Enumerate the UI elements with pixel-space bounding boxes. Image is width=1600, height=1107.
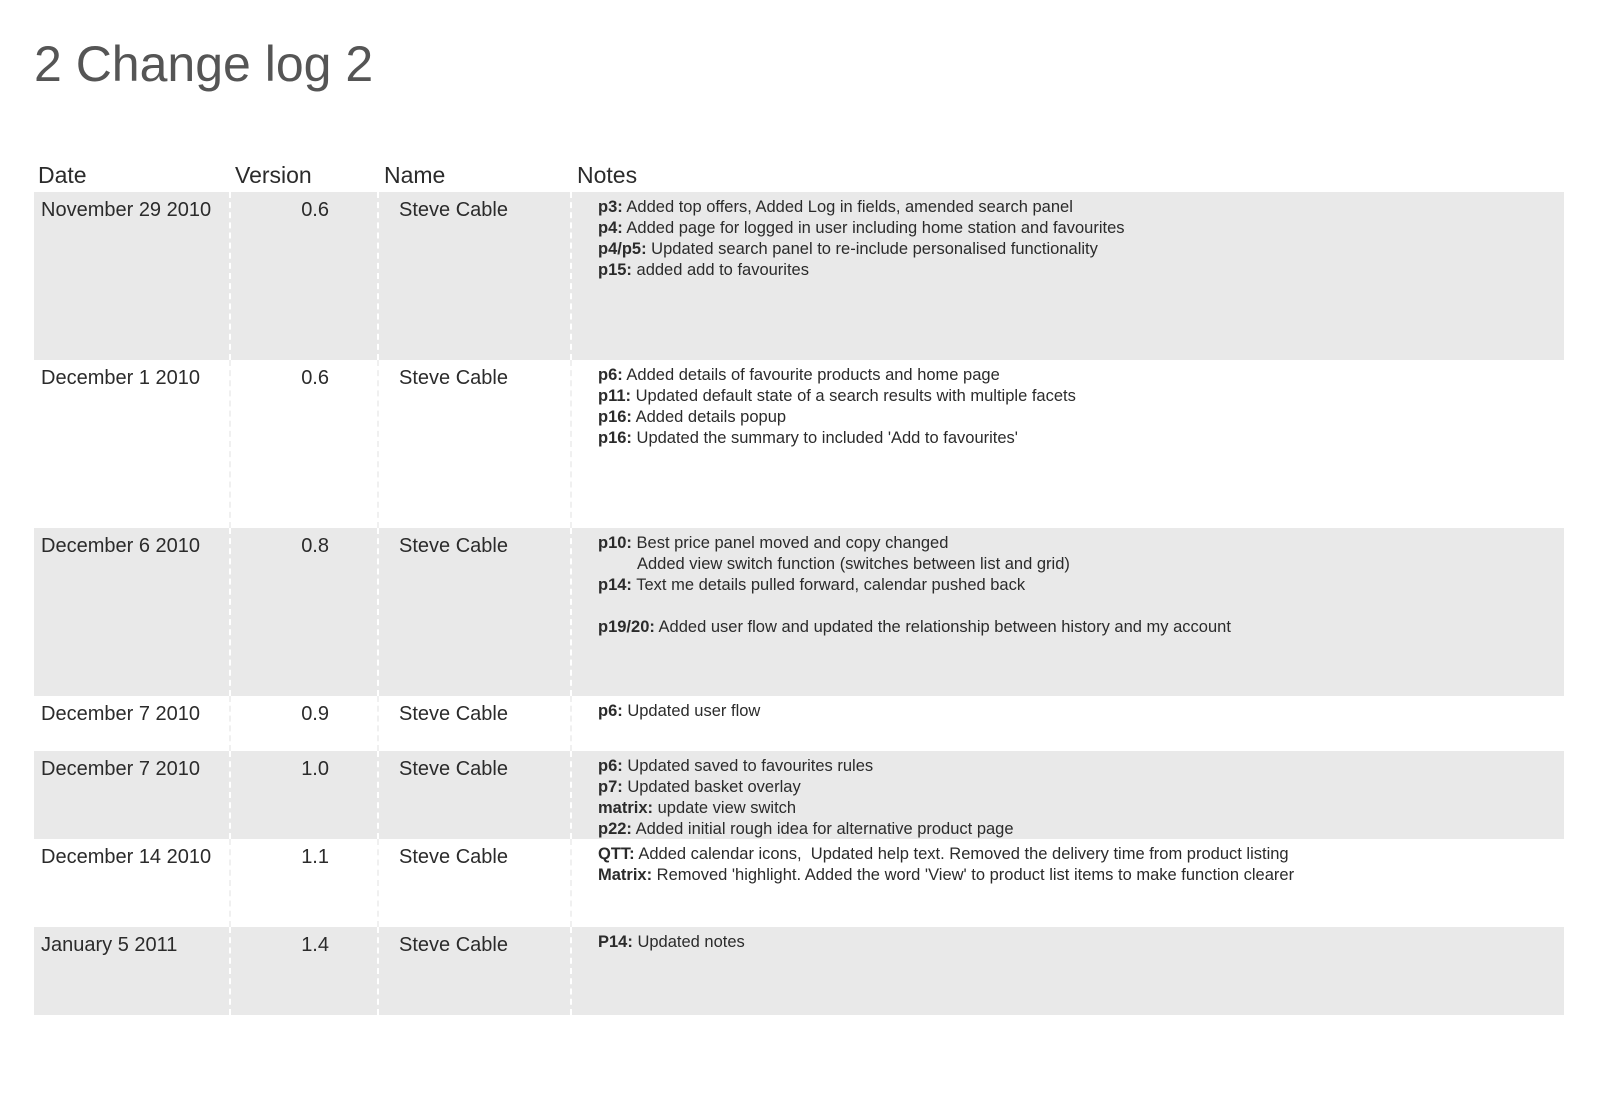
row-version: 0.6 [231,360,379,528]
row-notes [572,192,1564,360]
row-name: Steve Cable [379,751,572,839]
table-row [34,192,1564,360]
note-text: Updated basket overlay [622,778,801,796]
note-line [598,197,1564,218]
note-text: Updated search panel to re-include personalised functionality [646,240,1098,258]
row-notes [572,839,1564,927]
row-version: 1.0 [231,751,379,839]
note-text: update view switch [653,799,797,817]
note-page-ref: p10: [598,534,632,552]
note-line [598,239,1564,260]
note-page-ref: p6: [598,757,623,775]
note-page-ref: p4/p5: [598,240,647,258]
note-line [598,798,1564,819]
note-text: added add to favourites [631,261,809,279]
table-row [34,751,1564,839]
note-text: Added details of favourite products and home page [622,366,1000,384]
note-page-ref: p22: [598,820,632,838]
note-line [598,260,1564,281]
note-line [598,575,1564,596]
table-row [34,839,1564,927]
note-line [598,617,1564,638]
note-line [598,932,1564,953]
note-text: Updated the summary to included 'Add to favourites' [631,429,1018,447]
header-version: Version [235,162,312,188]
row-name: Steve Cable [379,360,572,528]
row-date: November 29 2010 [34,192,231,360]
row-version: 0.8 [231,528,379,696]
header-notes: Notes [577,162,638,188]
row-version: 1.4 [231,927,379,1015]
row-date: December 14 2010 [34,839,231,927]
note-page-ref: p6: [598,366,623,384]
row-date: December 7 2010 [34,696,231,751]
note-page-ref: p4: [598,219,623,237]
change-log-table [34,154,1564,1015]
row-name: Steve Cable [379,839,572,927]
note-page-ref: QTT: [598,845,635,863]
row-name: Steve Cable [379,528,572,696]
row-name: Steve Cable [379,696,572,751]
row-date: January 5 2011 [34,927,231,1015]
row-notes [572,927,1564,1015]
row-date: December 7 2010 [34,751,231,839]
note-text: Updated user flow [622,702,761,720]
note-page-ref: p15: [598,261,632,279]
note-line [598,365,1564,386]
header-name: Name [384,162,446,188]
note-page-ref: Matrix: [598,866,653,884]
note-line [598,701,1564,722]
note-page-ref: p3: [598,198,623,216]
note-text: Added user flow and updated the relationship between history and my account [654,618,1231,636]
row-name: Steve Cable [379,192,572,360]
table-body [34,192,1564,1015]
table-row [34,528,1564,696]
row-date: December 6 2010 [34,528,231,696]
note-page-ref: p16: [598,408,632,426]
table-row [34,927,1564,1015]
note-page-ref: p14: [598,576,632,594]
note-page-ref: p7: [598,778,623,796]
note-line [598,865,1564,886]
note-text: Added top offers, Added Log in fields, amended search panel [622,198,1073,216]
note-text: Removed 'highlight. Added the word 'View' to product list items to make function clearer [652,866,1295,884]
note-line [598,533,1564,554]
note-line [598,554,1564,575]
note-line [598,844,1564,865]
note-text: Added view switch function (switches between list and grid) [637,555,1070,573]
row-version: 0.9 [231,696,379,751]
table-row [34,696,1564,751]
row-version: 0.6 [231,192,379,360]
row-version: 1.1 [231,839,379,927]
row-name: Steve Cable [379,927,572,1015]
note-text: Updated notes [632,933,745,951]
header-date: Date [38,162,87,188]
note-line [598,819,1564,840]
note-text: Updated default state of a search results with multiple facets [631,387,1076,405]
table-row [34,360,1564,528]
row-notes [572,751,1564,839]
note-page-ref: p6: [598,702,623,720]
row-notes [572,360,1564,528]
note-text: Added details popup [631,408,787,426]
note-text: Best price panel moved and copy changed [631,534,949,552]
note-page-ref: matrix: [598,799,654,817]
note-text: Added calendar icons, Updated help text. Removed the delivery time from product listing [634,845,1289,863]
page-title: 2 Change log 2 [34,36,374,92]
row-notes [572,528,1564,696]
note-page-ref: p16: [598,429,632,447]
note-text: Added initial rough idea for alternative product page [631,820,1014,838]
note-page-ref: P14: [598,933,633,951]
note-page-ref: p19/20: [598,618,655,636]
note-line [598,596,1564,617]
row-notes [572,696,1564,751]
note-text: Added page for logged in user including home station and favourites [622,219,1125,237]
note-line [598,218,1564,239]
note-text: Updated saved to favourites rules [622,757,874,775]
note-line [598,777,1564,798]
note-line [598,386,1564,407]
note-text: Text me details pulled forward, calendar pushed back [631,576,1026,594]
table-header-row [34,154,1564,192]
note-line [598,428,1564,449]
note-line [598,756,1564,777]
row-date: December 1 2010 [34,360,231,528]
note-page-ref: p11: [598,387,632,405]
note-line [598,407,1564,428]
